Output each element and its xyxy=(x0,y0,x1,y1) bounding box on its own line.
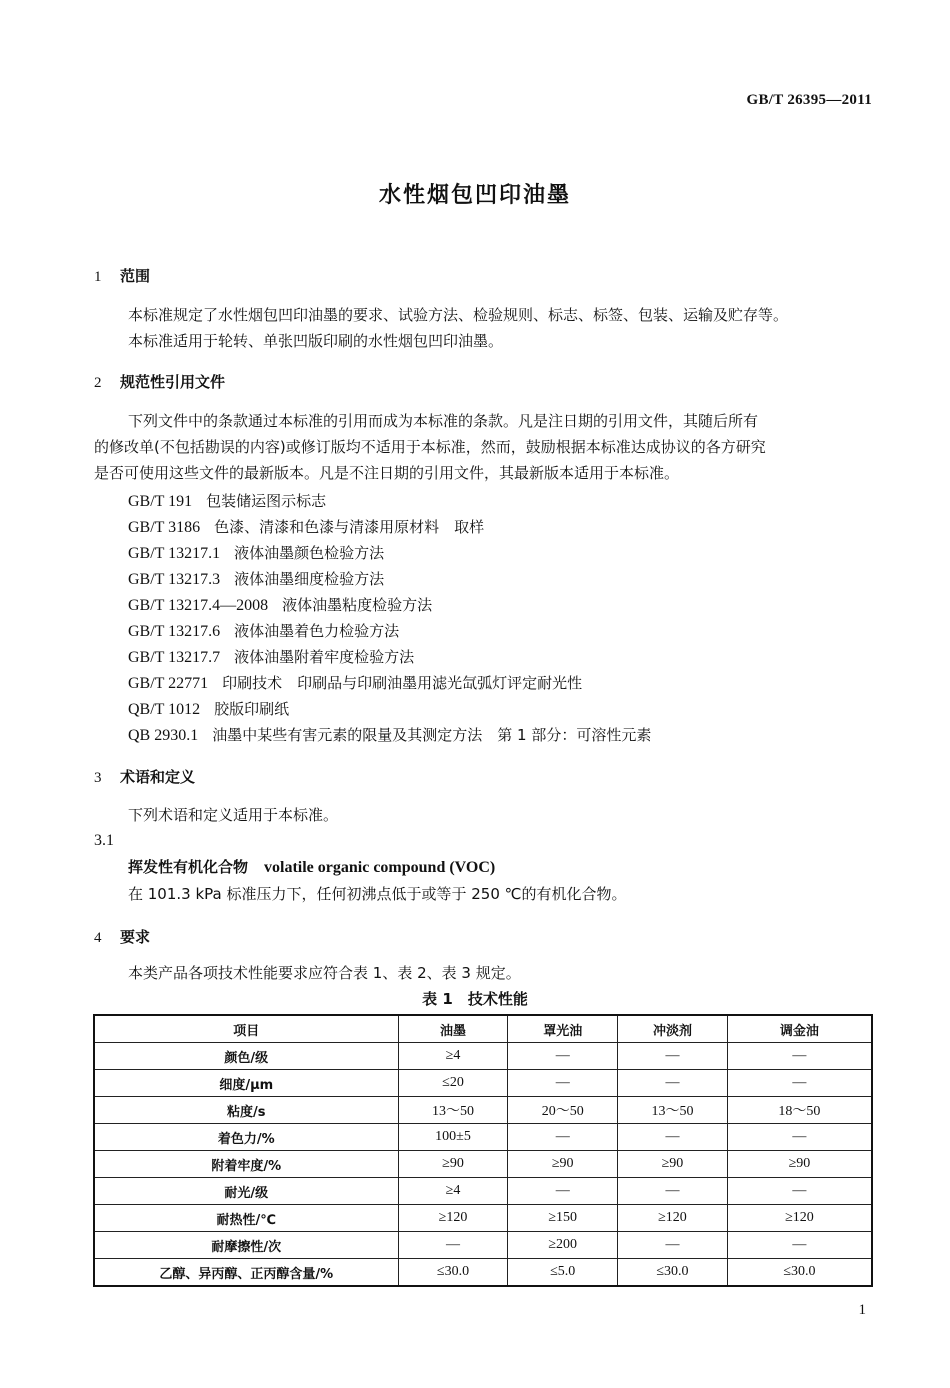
value-cell: 100±5 xyxy=(398,1124,508,1151)
value-cell: — xyxy=(618,1178,728,1205)
technical-performance-table xyxy=(93,1014,873,1287)
item-cell: 粘度/s xyxy=(94,1097,398,1124)
paragraph: 本标准规定了水性烟包凹印油墨的要求、试验方法、检验规则、标志、标签、包装、运输及贮存等。 xyxy=(128,306,789,324)
reference-item xyxy=(128,672,582,693)
value-cell: — xyxy=(618,1232,728,1259)
term-english: volatile organic compound (VOC) xyxy=(264,859,496,876)
reference-title: 液体油墨附着牢度检验方法 xyxy=(234,648,415,666)
value-cell: ≥120 xyxy=(618,1205,728,1232)
section-2-heading xyxy=(94,371,225,392)
reference-title: 油墨中某些有害元素的限量及其测定方法 第 1 部分：可溶性元素 xyxy=(212,726,652,744)
term-definition: 在 101.3 kPa 标准压力下，任何初沸点低于或等于 250 ℃的有机化合物。 xyxy=(128,885,627,903)
section-title: 术语和定义 xyxy=(120,768,196,786)
value-cell: — xyxy=(618,1070,728,1097)
reference-code: QB/T 1012 xyxy=(128,701,201,718)
section-title: 要求 xyxy=(120,928,151,946)
column-header: 冲淡剂 xyxy=(618,1015,728,1043)
item-cell: 颜色/级 xyxy=(94,1043,398,1070)
reference-item xyxy=(128,646,414,667)
section-number: 4 xyxy=(94,930,102,946)
value-cell: ≥90 xyxy=(508,1151,618,1178)
value-cell: ≤20 xyxy=(398,1070,508,1097)
page-title: 水性烟包凹印油墨 xyxy=(378,183,571,208)
reference-code: GB/T 13217.7 xyxy=(128,649,221,666)
value-cell: ≥4 xyxy=(398,1043,508,1070)
reference-item xyxy=(128,724,651,745)
item-cell: 附着牢度/% xyxy=(94,1151,398,1178)
table-row xyxy=(94,1259,872,1287)
table-row xyxy=(94,1151,872,1178)
reference-code: GB/T 13217.4—2008 xyxy=(128,597,269,614)
table-row xyxy=(94,1178,872,1205)
reference-code: GB/T 13217.1 xyxy=(128,545,221,562)
term-number: 3.1 xyxy=(94,832,114,849)
value-cell: ≥90 xyxy=(727,1151,872,1178)
value-cell: — xyxy=(508,1043,618,1070)
value-cell: ≥90 xyxy=(398,1151,508,1178)
value-cell: ≤30.0 xyxy=(398,1259,508,1287)
value-cell: — xyxy=(727,1232,872,1259)
value-cell: ≥4 xyxy=(398,1178,508,1205)
term-entry xyxy=(128,856,495,877)
table-row xyxy=(94,1124,872,1151)
table-row xyxy=(94,1043,872,1070)
reference-title: 胶版印刷纸 xyxy=(214,700,290,718)
value-cell: 13～50 xyxy=(618,1097,728,1124)
value-cell: 13～50 xyxy=(398,1097,508,1124)
value-cell: — xyxy=(508,1070,618,1097)
table-row xyxy=(94,1232,872,1259)
section-1-heading xyxy=(94,265,150,286)
section-number: 3 xyxy=(94,770,102,786)
value-cell: — xyxy=(727,1124,872,1151)
value-cell: ≤30.0 xyxy=(618,1259,728,1287)
reference-title: 液体油墨细度检验方法 xyxy=(234,570,385,588)
reference-code: GB/T 13217.3 xyxy=(128,571,221,588)
reference-item xyxy=(128,568,384,589)
table-caption: 表 1 技术性能 xyxy=(422,990,528,1008)
reference-title: 液体油墨颜色检验方法 xyxy=(234,544,385,562)
column-header: 调金油 xyxy=(727,1015,872,1043)
reference-title: 印刷技术 印刷品与印刷油墨用滤光氙弧灯评定耐光性 xyxy=(222,674,583,692)
reference-title: 液体油墨着色力检验方法 xyxy=(234,622,400,640)
value-cell: ≥150 xyxy=(508,1205,618,1232)
value-cell: ≥120 xyxy=(727,1205,872,1232)
paragraph: 本类产品各项技术性能要求应符合表 1、表 2、表 3 规定。 xyxy=(128,964,521,982)
value-cell: — xyxy=(508,1124,618,1151)
value-cell: — xyxy=(618,1043,728,1070)
value-cell: ≤5.0 xyxy=(508,1259,618,1287)
paragraph-line: 下列文件中的条款通过本标准的引用而成为本标准的条款。凡是注日期的引用文件，其随后所有 xyxy=(128,412,759,430)
column-header: 项目 xyxy=(94,1015,398,1043)
item-cell: 乙醇、异丙醇、正丙醇含量/% xyxy=(94,1259,398,1287)
reference-title: 包装储运图示标志 xyxy=(206,492,327,510)
reference-item xyxy=(128,698,289,719)
reference-item xyxy=(128,516,484,537)
reference-item xyxy=(128,542,384,563)
reference-code: GB/T 13217.6 xyxy=(128,623,221,640)
item-cell: 耐光/级 xyxy=(94,1178,398,1205)
section-4-heading xyxy=(94,926,150,947)
column-header: 罩光油 xyxy=(508,1015,618,1043)
term-chinese: 挥发性有机化合物 xyxy=(128,858,249,876)
value-cell: — xyxy=(727,1070,872,1097)
column-header: 油墨 xyxy=(398,1015,508,1043)
value-cell: ≥200 xyxy=(508,1232,618,1259)
section-title: 规范性引用文件 xyxy=(120,373,226,391)
reference-code: GB/T 191 xyxy=(128,493,193,510)
reference-item xyxy=(128,620,399,641)
value-cell: ≤30.0 xyxy=(727,1259,872,1287)
value-cell: ≥120 xyxy=(398,1205,508,1232)
value-cell: 20～50 xyxy=(508,1097,618,1124)
table-row xyxy=(94,1070,872,1097)
value-cell: — xyxy=(727,1043,872,1070)
value-cell: ≥90 xyxy=(618,1151,728,1178)
item-cell: 耐热性/℃ xyxy=(94,1205,398,1232)
item-cell: 细度/μm xyxy=(94,1070,398,1097)
page-number: 1 xyxy=(858,1302,866,1318)
reference-item xyxy=(128,594,432,615)
value-cell: — xyxy=(618,1124,728,1151)
value-cell: — xyxy=(398,1232,508,1259)
table-header-row xyxy=(94,1015,872,1043)
item-cell: 耐摩擦性/次 xyxy=(94,1232,398,1259)
value-cell: — xyxy=(508,1178,618,1205)
section-title: 范围 xyxy=(120,267,151,285)
section-3-heading xyxy=(94,766,195,787)
paragraph: 本标准适用于轮转、单张凹版印刷的水性烟包凹印油墨。 xyxy=(128,332,504,350)
paragraph-line: 的修改单(不包括勘误的内容)或修订版均不适用于本标准，然而，鼓励根据本标准达成协议的各方研究 xyxy=(94,438,766,456)
reference-code: QB 2930.1 xyxy=(128,727,199,744)
item-cell: 着色力/% xyxy=(94,1124,398,1151)
reference-code: GB/T 3186 xyxy=(128,519,201,536)
paragraph: 下列术语和定义适用于本标准。 xyxy=(128,806,339,824)
reference-title: 液体油墨粘度检验方法 xyxy=(282,596,433,614)
paragraph-line: 是否可使用这些文件的最新版本。凡是不注日期的引用文件，其最新版本适用于本标准。 xyxy=(94,464,680,482)
section-number: 1 xyxy=(94,269,102,285)
standard-code: GB/T 26395—2011 xyxy=(746,92,872,108)
reference-item xyxy=(128,490,326,511)
section-number: 2 xyxy=(94,375,102,391)
table-row xyxy=(94,1097,872,1124)
value-cell: — xyxy=(727,1178,872,1205)
value-cell: 18～50 xyxy=(727,1097,872,1124)
reference-title: 色漆、清漆和色漆与清漆用原材料 取样 xyxy=(214,518,485,536)
table-row xyxy=(94,1205,872,1232)
reference-code: GB/T 22771 xyxy=(128,675,209,692)
